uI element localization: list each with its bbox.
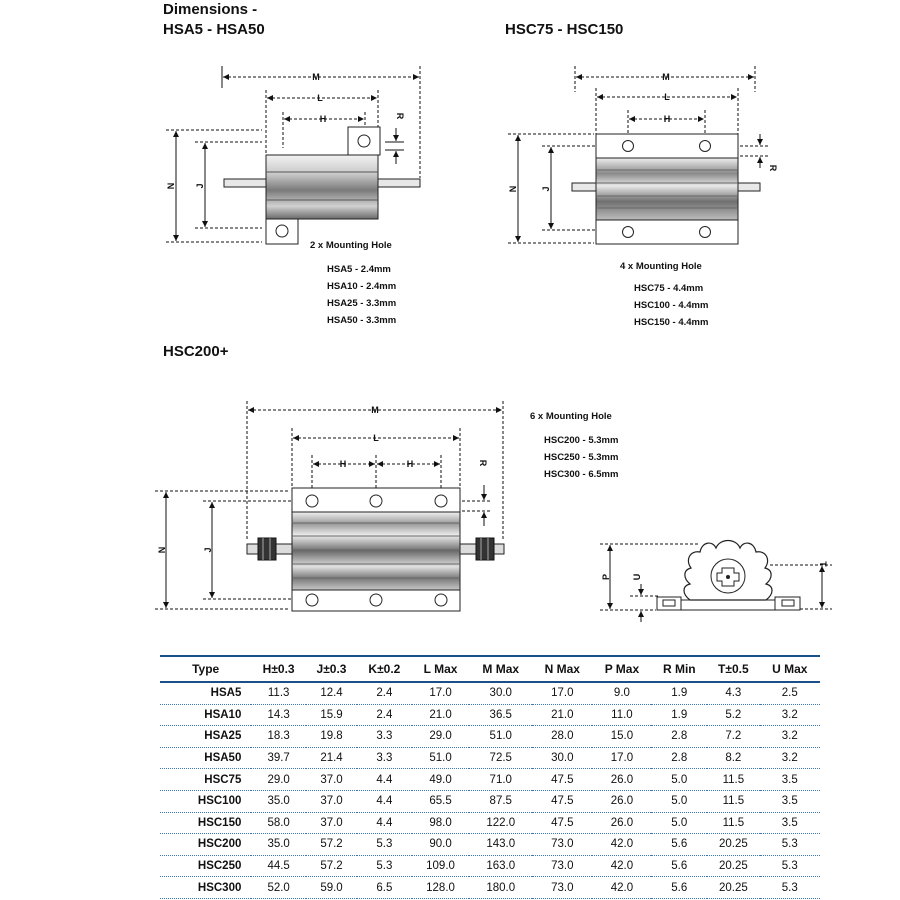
- value-cell: 29.0: [412, 726, 470, 748]
- value-cell: 11.0: [592, 704, 651, 726]
- value-cell: 21.0: [532, 704, 592, 726]
- table-header-row: [160, 656, 820, 682]
- value-cell: 3.3: [357, 747, 412, 769]
- value-cell: 163.0: [469, 855, 532, 877]
- value-cell: 5.3: [357, 855, 412, 877]
- value-cell: 3.2: [760, 726, 821, 748]
- value-cell: 47.5: [532, 812, 592, 834]
- hsc75-mounting-hole-icon: [623, 227, 634, 238]
- hsc75-r-label: R: [768, 164, 778, 172]
- value-cell: 20.25: [707, 855, 759, 877]
- value-cell: 5.3: [357, 834, 412, 856]
- table-row: [160, 704, 820, 726]
- value-cell: 5.0: [651, 812, 707, 834]
- value-cell: 9.0: [592, 682, 651, 704]
- hsc200-mounting-hole-icon: [435, 594, 447, 606]
- hsc200-drawing: [0, 380, 900, 630]
- value-cell: 5.3: [760, 855, 821, 877]
- value-cell: 17.0: [412, 682, 470, 704]
- column-header: U Max: [760, 656, 821, 682]
- value-cell: 3.5: [760, 769, 821, 791]
- value-cell: 20.25: [707, 834, 759, 856]
- value-cell: 128.0: [412, 877, 470, 899]
- column-header: J±0.3: [306, 656, 357, 682]
- value-cell: 3.5: [760, 812, 821, 834]
- value-cell: 7.2: [707, 726, 759, 748]
- value-cell: 1.9: [651, 704, 707, 726]
- value-cell: 98.0: [412, 812, 470, 834]
- end-view-drawing: [600, 541, 832, 623]
- value-cell: 143.0: [469, 834, 532, 856]
- value-cell: 42.0: [592, 855, 651, 877]
- column-header: L Max: [412, 656, 470, 682]
- hsc75-mounting-hole-icon: [623, 141, 634, 152]
- hsa-note-line: HSA25 - 3.3mm: [327, 298, 397, 309]
- hsc200-m-label: M: [371, 405, 379, 415]
- value-cell: 73.0: [532, 877, 592, 899]
- hsc200-mounting-hole-icon: [370, 495, 382, 507]
- column-header: K±0.2: [357, 656, 412, 682]
- table-row: [160, 682, 820, 704]
- hsc75-j-label: J: [541, 186, 551, 192]
- value-cell: 4.4: [357, 812, 412, 834]
- value-cell: 35.0: [251, 834, 306, 856]
- value-cell: 87.5: [469, 790, 532, 812]
- hsc200-mounting-hole-icon: [435, 495, 447, 507]
- hsc75-mounting-hole-icon: [700, 227, 711, 238]
- end-view-p-label: P: [601, 573, 611, 581]
- hsc200-l-label: L: [373, 433, 379, 443]
- value-cell: 47.5: [532, 790, 592, 812]
- value-cell: 52.0: [251, 877, 306, 899]
- type-cell: HSA25: [160, 726, 251, 748]
- value-cell: 11.3: [251, 682, 306, 704]
- value-cell: 71.0: [469, 769, 532, 791]
- hsc200-mounting-hole-icon: [370, 594, 382, 606]
- value-cell: 11.5: [707, 769, 759, 791]
- value-cell: 18.3: [251, 726, 306, 748]
- value-cell: 5.6: [651, 877, 707, 899]
- type-cell: HSC300: [160, 877, 251, 899]
- value-cell: 65.5: [412, 790, 470, 812]
- value-cell: 36.5: [469, 704, 532, 726]
- value-cell: 59.0: [306, 877, 357, 899]
- hsa-resistor-body: [266, 155, 378, 219]
- hsc200-mounting-title: 6 x Mounting Hole: [530, 411, 612, 422]
- hsc200-h-label: H: [406, 459, 414, 469]
- hsc200-left-terminal: [258, 538, 276, 560]
- column-header: N Max: [532, 656, 592, 682]
- value-cell: 12.4: [306, 682, 357, 704]
- value-cell: 4.4: [357, 790, 412, 812]
- hsc200-r-label: R: [478, 459, 488, 467]
- hsc75-l-label: L: [664, 92, 670, 102]
- hsa-note-line: HSA5 - 2.4mm: [327, 264, 391, 275]
- value-cell: 109.0: [412, 855, 470, 877]
- value-cell: 42.0: [592, 877, 651, 899]
- hsc75-mounting-title: 4 x Mounting Hole: [620, 261, 702, 272]
- hsc75-note-line: HSC75 - 4.4mm: [634, 283, 704, 294]
- hsa-mounting-hole-icon: [358, 135, 370, 147]
- value-cell: 28.0: [532, 726, 592, 748]
- hsc200-note-line: HSC250 - 5.3mm: [544, 452, 619, 463]
- value-cell: 15.0: [592, 726, 651, 748]
- hsc200-n-label: N: [157, 546, 167, 554]
- value-cell: 2.4: [357, 704, 412, 726]
- value-cell: 57.2: [306, 855, 357, 877]
- hsa-heading: HSA5 - HSA50: [163, 21, 265, 38]
- value-cell: 2.5: [760, 682, 821, 704]
- type-cell: HSC75: [160, 769, 251, 791]
- value-cell: 17.0: [592, 747, 651, 769]
- table-row: [160, 747, 820, 769]
- value-cell: 26.0: [592, 769, 651, 791]
- dimension-table: [160, 655, 820, 899]
- value-cell: 47.5: [532, 769, 592, 791]
- value-cell: 2.4: [357, 682, 412, 704]
- hsa-m-label: M: [312, 72, 320, 82]
- value-cell: 5.0: [651, 790, 707, 812]
- value-cell: 2.8: [651, 726, 707, 748]
- value-cell: 49.0: [412, 769, 470, 791]
- type-cell: HSC150: [160, 812, 251, 834]
- hsc200-j-label: J: [203, 547, 213, 553]
- value-cell: 37.0: [306, 769, 357, 791]
- column-header: T±0.5: [707, 656, 759, 682]
- table-row: [160, 855, 820, 877]
- value-cell: 51.0: [469, 726, 532, 748]
- hsa-l-label: L: [317, 93, 323, 103]
- value-cell: 5.0: [651, 769, 707, 791]
- value-cell: 57.2: [306, 834, 357, 856]
- hsc75-mounting-hole-icon: [700, 141, 711, 152]
- value-cell: 15.9: [306, 704, 357, 726]
- value-cell: 14.3: [251, 704, 306, 726]
- value-cell: 3.2: [760, 747, 821, 769]
- value-cell: 3.3: [357, 726, 412, 748]
- value-cell: 21.0: [412, 704, 470, 726]
- value-cell: 20.25: [707, 877, 759, 899]
- hsa-note-line: HSA10 - 2.4mm: [327, 281, 397, 292]
- table-row: [160, 769, 820, 791]
- column-header: R Min: [651, 656, 707, 682]
- value-cell: 51.0: [412, 747, 470, 769]
- value-cell: 1.9: [651, 682, 707, 704]
- hsa-j-label: J: [195, 183, 205, 189]
- column-header: Type: [160, 656, 251, 682]
- value-cell: 2.8: [651, 747, 707, 769]
- hsa-r-label: R: [395, 112, 405, 120]
- value-cell: 39.7: [251, 747, 306, 769]
- value-cell: 122.0: [469, 812, 532, 834]
- value-cell: 37.0: [306, 790, 357, 812]
- hsc75-resistor-body: [596, 158, 738, 220]
- hsa-drawing: [0, 0, 900, 360]
- value-cell: 35.0: [251, 790, 306, 812]
- value-cell: 26.0: [592, 812, 651, 834]
- hsc200-mounting-hole-icon: [306, 495, 318, 507]
- value-cell: 4.4: [357, 769, 412, 791]
- column-header: M Max: [469, 656, 532, 682]
- type-cell: HSC250: [160, 855, 251, 877]
- column-header: P Max: [592, 656, 651, 682]
- value-cell: 30.0: [469, 682, 532, 704]
- hsa-note-line: HSA50 - 3.3mm: [327, 315, 397, 326]
- value-cell: 42.0: [592, 834, 651, 856]
- table-row: [160, 812, 820, 834]
- hsc75-note-line: HSC150 - 4.4mm: [634, 317, 709, 328]
- hsc75-note-line: HSC100 - 4.4mm: [634, 300, 709, 311]
- value-cell: 4.3: [707, 682, 759, 704]
- value-cell: 73.0: [532, 834, 592, 856]
- type-cell: HSA50: [160, 747, 251, 769]
- table-row: [160, 877, 820, 899]
- hsc200-mounting-hole-icon: [306, 594, 318, 606]
- hsa-h-label: H: [319, 114, 327, 124]
- type-cell: HSA10: [160, 704, 251, 726]
- table-row: [160, 726, 820, 748]
- hsc200-h-label: H: [339, 459, 347, 469]
- hsa-mounting-title: 2 x Mounting Hole: [310, 240, 392, 251]
- hsc200-right-terminal: [476, 538, 494, 560]
- value-cell: 3.5: [760, 790, 821, 812]
- type-cell: HSC100: [160, 790, 251, 812]
- value-cell: 5.6: [651, 855, 707, 877]
- value-cell: 72.5: [469, 747, 532, 769]
- end-view-u-label: U: [632, 573, 642, 581]
- value-cell: 5.2: [707, 704, 759, 726]
- table-row: [160, 834, 820, 856]
- value-cell: 17.0: [532, 682, 592, 704]
- value-cell: 44.5: [251, 855, 306, 877]
- value-cell: 5.6: [651, 834, 707, 856]
- value-cell: 29.0: [251, 769, 306, 791]
- hsc200-heading: HSC200+: [163, 343, 229, 360]
- column-header: H±0.3: [251, 656, 306, 682]
- value-cell: 11.5: [707, 790, 759, 812]
- value-cell: 180.0: [469, 877, 532, 899]
- hsc75-m-label: M: [662, 72, 670, 82]
- table-row: [160, 790, 820, 812]
- hsa-mounting-hole-icon: [276, 225, 288, 237]
- hsc75-h-label: H: [663, 114, 671, 124]
- value-cell: 58.0: [251, 812, 306, 834]
- end-view-t-label: T: [818, 561, 828, 567]
- value-cell: 5.3: [760, 834, 821, 856]
- value-cell: 21.4: [306, 747, 357, 769]
- value-cell: 3.2: [760, 704, 821, 726]
- value-cell: 90.0: [412, 834, 470, 856]
- hsa-n-label: N: [166, 182, 176, 190]
- type-cell: HSA5: [160, 682, 251, 704]
- hsc75-n-label: N: [508, 185, 518, 193]
- hsc200-note-line: HSC300 - 6.5mm: [544, 469, 619, 480]
- value-cell: 30.0: [532, 747, 592, 769]
- value-cell: 8.2: [707, 747, 759, 769]
- hsc200-note-line: HSC200 - 5.3mm: [544, 435, 619, 446]
- value-cell: 73.0: [532, 855, 592, 877]
- value-cell: 26.0: [592, 790, 651, 812]
- hsc75-heading: HSC75 - HSC150: [505, 21, 624, 38]
- value-cell: 6.5: [357, 877, 412, 899]
- dimensions-heading: Dimensions -: [163, 1, 258, 18]
- type-cell: HSC200: [160, 834, 251, 856]
- value-cell: 37.0: [306, 812, 357, 834]
- value-cell: 5.3: [760, 877, 821, 899]
- value-cell: 11.5: [707, 812, 759, 834]
- value-cell: 19.8: [306, 726, 357, 748]
